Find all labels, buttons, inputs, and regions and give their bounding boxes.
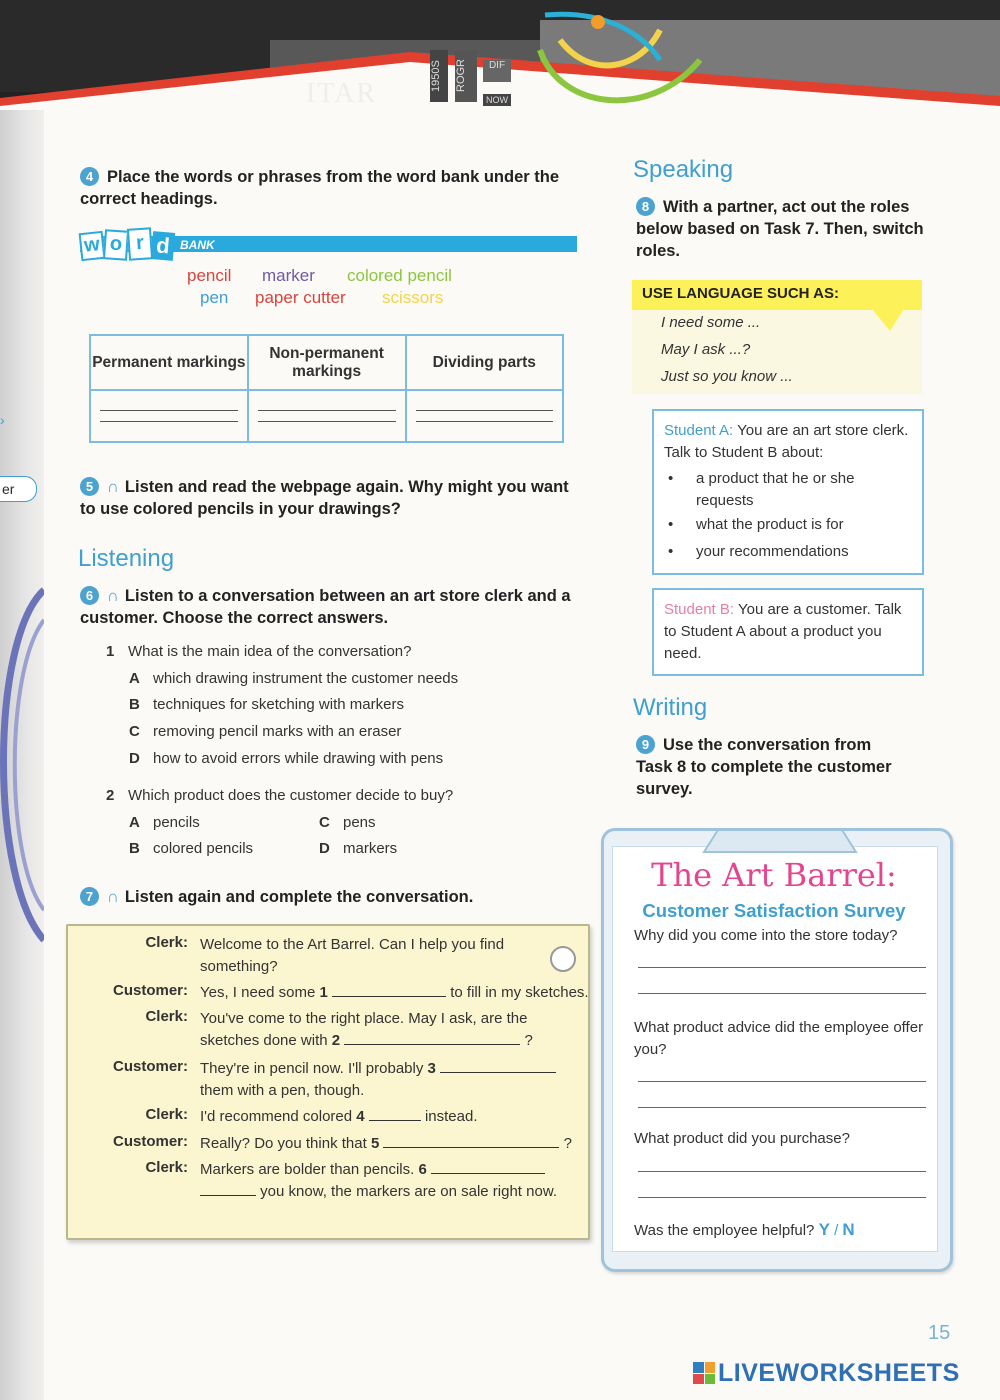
speaker-label: Customer:	[112, 982, 188, 999]
utterance: I'd recommend colored 4 instead.	[200, 1108, 478, 1125]
wordbank-logo: w o r d BANK	[80, 228, 215, 260]
task-number-badge: 8	[636, 197, 655, 216]
ring-binder-decoration	[0, 560, 44, 960]
q2-option-c[interactable]: C pens	[319, 814, 376, 831]
survey-answer-line[interactable]	[638, 993, 926, 994]
writing-heading: Writing	[633, 694, 708, 721]
survey-answer-line[interactable]	[638, 1197, 926, 1198]
q1-option-d[interactable]: D how to avoid errors while drawing with pens	[129, 750, 444, 767]
student-a-text: Student A: You are an art store clerk. Talk to Student B about:	[664, 422, 909, 461]
survey-question: What product did you purchase?	[634, 1130, 850, 1147]
yes-option[interactable]: Y	[818, 1220, 830, 1239]
liveworksheets-watermark: LIVEWORKSHEETS	[718, 1359, 960, 1387]
no-option[interactable]: N	[842, 1220, 855, 1239]
student-a-card	[652, 409, 924, 575]
task5-instruction: 5 ∩ Listen and read the webpage again. Why might you want to use colored pencils in your drawings?	[80, 478, 569, 518]
speaker-label: Clerk:	[145, 1159, 188, 1176]
blank-input[interactable]	[332, 996, 446, 997]
survey-question-helpful: Was the employee helpful? Y / N	[634, 1220, 855, 1239]
task8-instruction: 8 With a partner, act out the roles below based on Task 7. Then, switch roles.	[636, 198, 924, 260]
survey-answer-line[interactable]	[638, 1081, 926, 1082]
utterance: They're in pencil now. I'll probably 3 them with a pen, though.	[200, 1058, 556, 1102]
banner-text: ITAR	[306, 78, 378, 109]
phrase: I need some ...	[661, 314, 761, 331]
survey-title: The Art Barrel:	[651, 856, 897, 894]
banner-tile: ROGR	[455, 50, 477, 102]
task4-instruction: 4 Place the words or phrases from the word bank under the correct headings.	[80, 168, 560, 208]
speaker-label: Clerk:	[145, 1008, 188, 1025]
speaker-label: Clerk:	[145, 1106, 188, 1123]
task-number-badge: 7	[80, 887, 99, 906]
utterance: Markers are bolder than pencils. 6 you know, the markers are on sale right now.	[200, 1161, 557, 1200]
blank-input[interactable]	[440, 1072, 556, 1073]
liveworksheets-logo-icon	[693, 1362, 715, 1384]
answer-cell[interactable]	[248, 390, 406, 442]
task-number-badge: 9	[636, 735, 655, 754]
utterance: Welcome to the Art Barrel. Can I help you find something?	[200, 936, 505, 975]
survey-question: Why did you come into the store today?	[634, 927, 898, 944]
q2-option-a[interactable]: A pencils	[129, 814, 200, 831]
survey-subtitle: Customer Satisfaction Survey	[642, 900, 906, 921]
task9-instruction: 9 Use the conversation from Task 8 to complete the customer survey.	[636, 736, 892, 798]
utterance: Yes, I need some 1 to fill in my sketches.	[200, 984, 589, 1001]
word-pencil[interactable]: pencil	[187, 266, 232, 285]
blank-input[interactable]	[431, 1173, 545, 1174]
page-number: 15	[928, 1322, 951, 1344]
speech-pointer-icon	[872, 309, 904, 333]
question-2: 2 Which product does the customer decide to buy?	[106, 787, 454, 804]
task-number-badge: 6	[80, 586, 99, 605]
q2-option-b[interactable]: B colored pencils	[129, 840, 254, 857]
use-language-title: USE LANGUAGE SUCH AS:	[642, 285, 839, 302]
speaking-heading: Speaking	[633, 156, 734, 183]
speaker-label: Customer:	[112, 1058, 188, 1075]
blank-input[interactable]	[369, 1120, 421, 1121]
conversation-card	[66, 924, 590, 1240]
clipboard-clip-icon	[700, 826, 860, 856]
survey-answer-line[interactable]	[638, 1107, 926, 1108]
q2-option-d[interactable]: D markers	[319, 840, 398, 857]
side-tab[interactable]: er	[0, 476, 37, 502]
banner-tile: 1950S	[430, 50, 448, 102]
blank-input[interactable]	[383, 1147, 559, 1148]
word-scissors[interactable]: scissors	[382, 288, 444, 307]
q1-option-c[interactable]: C removing pencil marks with an eraser	[129, 723, 402, 740]
student-b-text: Student B: You are a customer. Talk to Student A about a product you need.	[664, 601, 902, 662]
student-b-card	[652, 588, 924, 676]
task6-instruction: 6 ∩ Listen to a conversation between an art store clerk and a customer. Choose the correct answers.	[80, 587, 571, 627]
task7-instruction: 7 ∩ Listen again and complete the conversation.	[80, 886, 580, 908]
word-paper-cutter[interactable]: paper cutter	[255, 288, 346, 307]
category-table	[89, 334, 564, 443]
banner-tile: DIF	[483, 60, 511, 82]
phrase: May I ask ...?	[661, 341, 751, 358]
table-header: Permanent markings	[90, 335, 248, 390]
phrase: Just so you know ...	[661, 368, 793, 385]
student-a-bullet: • a product that he or she requests	[668, 470, 855, 509]
table-header: Dividing parts	[406, 335, 563, 390]
headphones-icon: ∩	[107, 478, 119, 496]
blank-input[interactable]	[200, 1195, 256, 1196]
task-number-badge: 5	[80, 477, 99, 496]
speaker-label: Customer:	[112, 1133, 188, 1150]
student-a-bullet: • your recommendations	[668, 543, 849, 560]
listening-heading: Listening	[78, 545, 175, 572]
question-1: 1 What is the main idea of the conversation?	[106, 643, 412, 660]
pin-hole-icon	[550, 946, 576, 972]
task-number-badge: 4	[80, 167, 99, 186]
utterance: Really? Do you think that 5 ?	[200, 1135, 572, 1152]
blank-input[interactable]	[344, 1044, 520, 1045]
q1-option-a[interactable]: A which drawing instrument the customer needs	[129, 670, 459, 687]
answer-cell[interactable]	[406, 390, 563, 442]
word-pen[interactable]: pen	[200, 288, 229, 307]
side-arrow-icon: ›	[0, 412, 5, 428]
q1-option-b[interactable]: B techniques for sketching with markers	[129, 696, 404, 713]
survey-question: What product advice did the employee offer you?	[634, 1019, 924, 1058]
table-header: Non-permanent markings	[248, 335, 406, 390]
headphones-icon: ∩	[107, 587, 119, 605]
word-colored-pencil[interactable]: colored pencil	[347, 266, 452, 285]
survey-answer-line[interactable]	[638, 967, 926, 968]
banner-tile: NOW	[483, 94, 511, 106]
headphones-icon: ∩	[107, 888, 119, 906]
answer-cell[interactable]	[90, 390, 248, 442]
survey-answer-line[interactable]	[638, 1171, 926, 1172]
speaker-label: Clerk:	[145, 934, 188, 951]
word-marker[interactable]: marker	[262, 266, 315, 285]
utterance: You've come to the right place. May I ask, are the sketches done with 2 ?	[200, 1010, 533, 1049]
student-a-bullet: • what the product is for	[668, 516, 844, 533]
